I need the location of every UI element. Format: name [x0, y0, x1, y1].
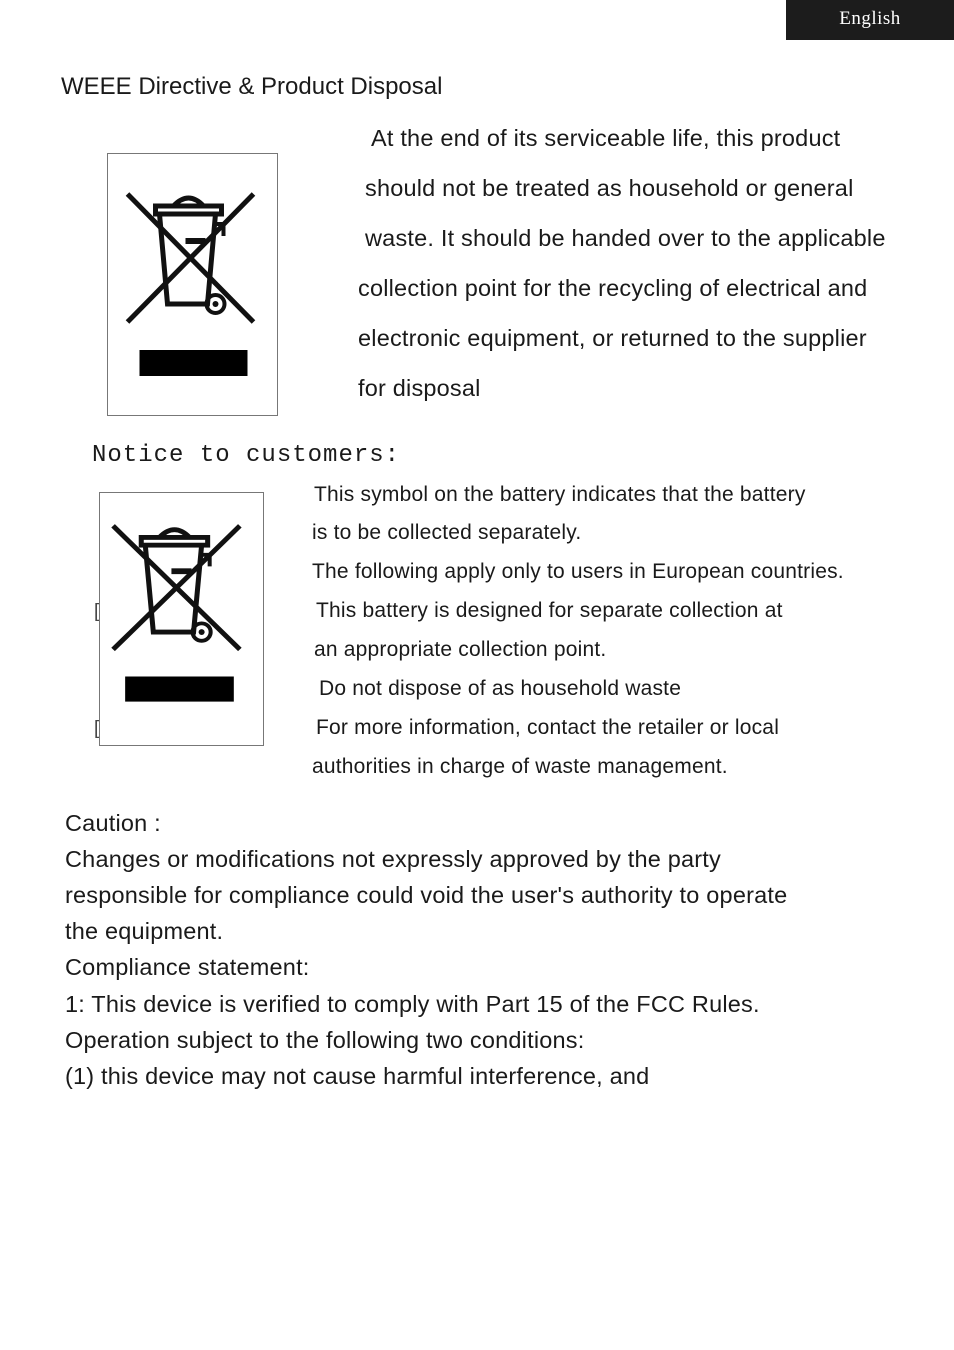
- battery-symbol-box: [99, 492, 264, 746]
- notice-text-line: authorities in charge of waste management.: [312, 755, 728, 778]
- compliance-text-line: 1: This device is verified to comply with Part 15 of the FCC Rules.: [65, 991, 760, 1017]
- crossed-out-wheelie-bin-icon: [108, 154, 279, 417]
- bullet-marker: [: [94, 718, 100, 739]
- compliance-heading: Compliance statement:: [65, 954, 310, 980]
- caution-text-line: Changes or modifications not expressly approved by the party: [65, 846, 721, 872]
- notice-text-line: The following apply only to users in European countries.: [312, 560, 844, 583]
- caution-heading: Caution :: [65, 810, 161, 836]
- caution-text-line: responsible for compliance could void the user's authority to operate: [65, 882, 788, 908]
- notice-text-line: an appropriate collection point.: [314, 638, 607, 661]
- notice-text-line: is to be collected separately.: [312, 521, 582, 544]
- weee-text-line: electronic equipment, or returned to the supplier: [358, 325, 867, 351]
- weee-symbol-box: [107, 153, 278, 416]
- bullet-marker: [: [94, 601, 100, 622]
- crossed-out-wheelie-bin-icon: [100, 493, 265, 747]
- weee-text-line: waste. It should be handed over to the applicable: [365, 225, 886, 251]
- notice-text-line: Do not dispose of as household waste: [319, 677, 682, 700]
- language-tab[interactable]: English: [786, 0, 954, 40]
- compliance-text-line: (1) this device may not cause harmful interference, and: [65, 1063, 650, 1089]
- weee-heading: WEEE Directive & Product Disposal: [61, 73, 443, 100]
- notice-text-line: For more information, contact the retailer or local: [316, 716, 780, 739]
- compliance-text-line: Operation subject to the following two conditions:: [65, 1027, 585, 1053]
- weee-text-line: for disposal: [358, 375, 481, 401]
- weee-text-line: should not be treated as household or general: [365, 175, 854, 201]
- notice-heading: Notice to customers:: [92, 442, 401, 469]
- caution-text-line: the equipment.: [65, 918, 224, 944]
- weee-text-line: collection point for the recycling of electrical and: [358, 275, 868, 301]
- weee-text-line: At the end of its serviceable life, this product: [371, 125, 841, 151]
- notice-text-line: This symbol on the battery indicates that the battery: [314, 483, 806, 506]
- notice-text-line: This battery is designed for separate collection at: [316, 599, 783, 622]
